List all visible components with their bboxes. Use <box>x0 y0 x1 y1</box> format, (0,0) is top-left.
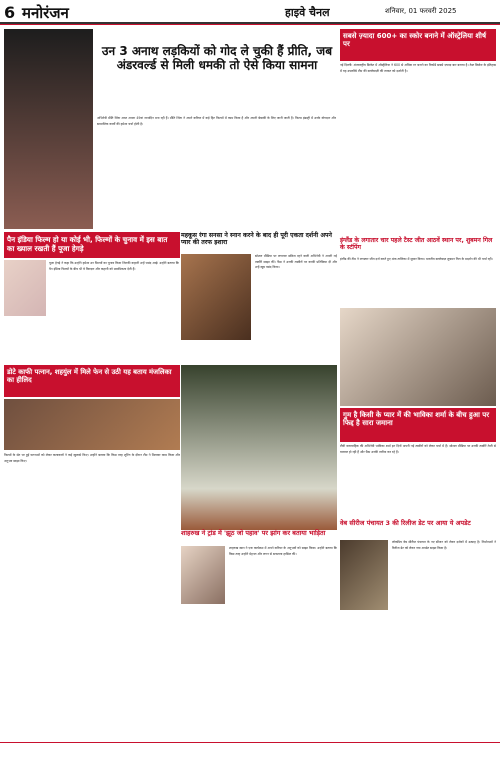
main-photo <box>4 29 93 229</box>
page-number: 6 <box>4 3 16 22</box>
right-middle-photo <box>340 308 496 406</box>
accent-line-top <box>0 24 500 25</box>
middle-story-photo <box>181 254 251 340</box>
masthead <box>0 0 500 24</box>
right-bottom-headline: वेब सीरीज पंचायत 3 की रिलीज डेट पर आया ये अपडेट <box>340 519 471 527</box>
left-story-1-body: पूजा हेगड़े ने कहा कि उन्होंने हमेशा उन फिल्मों का चुनाव किया जिनकी कहानी उन्हें पसंद आई। उन्होंने बताया कि पैन इंडिया फिल्मों के बीच भी वे किरदार और कहानी को प्राथमिकता देती हैं। <box>49 261 179 271</box>
right-top-subbody: इंग्लैंड की टीम ने लगातार जीत दर्ज करते हुए अंक तालिका में सुधार किया। भारतीय बल्लेबाज़ शुबमन गिल के प्रदर्शन की भी चर्चा रही। <box>340 257 493 261</box>
main-body: अभिनेत्री प्रीति जिंटा आज अपना 49वां जन्मदिन मना रही हैं। प्रीति जिंटा ने अपने करियर में कई हिट फिल्मों में काम किया है और अपनी बेबाकी के लिए जानी जाती हैं। फिल्म इंडस्ट्री में उनके योगदान और सामाजिक कार्यों की हमेशा चर्चा होती है। <box>97 116 336 126</box>
main-headline: उन 3 अनाथ लड़कियों को गोद ले चुकी हैं प्रीति, जब अंडरवर्ल्ड से मिली धमकी तो ऐसे किया सामना <box>101 44 333 72</box>
middle-bottom-headline: शाहरुख ने ट्रांड में 'झूठ जो पहाव' पर झांग कर बताया भाड़िता <box>181 529 326 537</box>
right-top-body: नई दिल्ली: अंतरराष्ट्रीय क्रिकेट में ऑस्ट्रेलिया ने 600 से अधिक रन बनाने का रिकॉर्ड सबसे ज़्यादा बार बनाया है। टेस्ट क्रिकेट के इतिहास में यह उपलब्धि टीम की बल्लेबाज़ी की ताकत को दर्शाती है। <box>340 63 496 73</box>
middle-bottom-body: शाहरुख खान ने एक कार्यक्रम में अपने करियर के अनुभवों को साझा किया। उन्होंने बताया कि किस तरह उन्होंने मेहनत और लगन से सफलता हासिल की। <box>229 546 337 556</box>
publication-date: शनिवार, 01 फरवरी 2025 <box>385 7 457 15</box>
right-middle-body: टीवी धारावाहिक की अभिनेत्री भाविका शर्मा इन दिनों अपनी नई तस्वीरों को लेकर चर्चा में हैं। सोशल मीडिया पर उनकी तस्वीरें तेजी से वायरल हो रही हैं और फैंस उनकी तारीफ कर रहे हैं। <box>340 444 496 454</box>
right-bottom-photo <box>340 540 388 610</box>
left-story-2 <box>4 365 180 739</box>
accent-line-bottom <box>0 742 500 743</box>
middle-bottom-story <box>181 530 337 742</box>
left-story-1-photo <box>4 260 46 316</box>
brand-name: हाइवे चैनल <box>285 6 330 19</box>
right-middle-story <box>340 408 496 518</box>
section-name: मनोरंजन <box>22 4 69 22</box>
middle-story-body: सोशल मीडिया पर लगातार सक्रिय रहने वाली अभिनेत्री ने अपनी नई तस्वीरें साझा कीं। फैंस ने उनकी तस्वीरों पर काफी प्रतिक्रिया दी और उन्हें खूब पसंद किया। <box>255 254 337 270</box>
left-story-2-photo <box>4 399 180 450</box>
middle-story-headline: महकूस रंगा सनसा ने स्नान करने के बाद ही पूरी एकता दर्शनी अपने प्यार की तरफ इशारा <box>181 232 332 247</box>
right-top-headline: सबसे ज़्यादा 600+ का स्कोर बनाने में ऑस्ट्रेलिया शीर्ष पर <box>340 29 496 61</box>
left-story-2-headline: डोटे काफी पत्नान, शहयुंल में मिले फेन से उठी यह बताय मंजलिका का हीलिद <box>4 365 180 397</box>
right-bottom-story <box>340 520 496 742</box>
right-top-story <box>340 29 496 307</box>
left-story-1 <box>4 232 180 340</box>
middle-bottom-photo <box>181 546 225 604</box>
left-story-1-headline: पैन इंडिया फिल्म हो या कोई भी, फिल्मों के चुनाव में इस बात का ख्याल रखती हैं पूजा हेगड़े <box>4 232 180 258</box>
right-top-subheadline: इंग्लैंड के लगातार चार पहले टैस्ट जीत आठवें स्थान पर, शुबमन गिल के स्टंपिंग <box>340 237 493 251</box>
middle-story <box>181 232 337 362</box>
right-middle-headline: गुम है किसी के प्यार में की भाविका शर्मा के बीच हुआ पर फिद्द है सारा जमाना <box>340 408 496 442</box>
left-story-2-body: फिल्मों के सेट पर हुई घटनाओं को लेकर कलाकारों ने कई खुलासे किए। उन्होंने बताया कि किस तरह शूटिंग के दौरान टीम ने मिलकर काम किया और अनुभव साझा किए। <box>4 453 180 463</box>
middle-center-photo <box>181 365 337 530</box>
right-bottom-body: लोकप्रिय वेब सीरीज पंचायत के नए सीजन को लेकर दर्शकों में उत्साह है। निर्माताओं ने रिलीज डेट को लेकर नया अपडेट साझा किया है। <box>392 540 496 550</box>
